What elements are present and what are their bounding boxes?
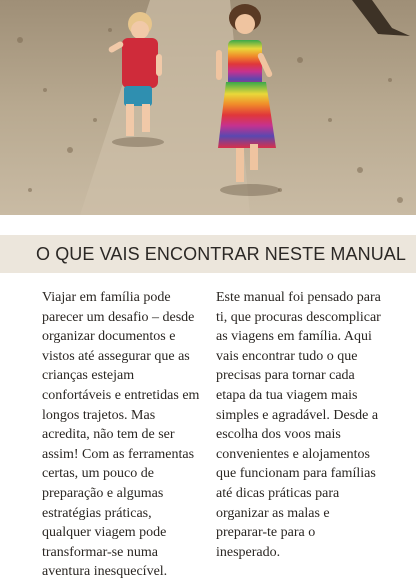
- intro-paragraph-right: Este manual foi pensado para ti, que procuras descomplicar as viagens em família. Aqui vais encontrar tudo o que precisas para tornar cada etapa da tua viagem mais simples e agradável. Desde a escolha dos voos mais convenientes e alojamentos que funcionam para famílias até dicas práticas para organizar as malas e preparar-te para o inesperado.: [216, 290, 381, 560]
- section-title: O QUE VAIS ENCONTRAR NESTE MANUAL: [36, 244, 407, 264]
- intro-paragraph-left: Viajar em família pode parecer um desafio – desde organizar documentos e vistos até assegurar que as crianças estejam confortáveis e entretidas em longos trajetos. Mas acredita, não tem de ser assim! Com as ferramentas certas, um pouco de preparação e algumas estratégias práticas, qualquer viagem pode transformar-se numa aventura inesquecível.: [42, 290, 200, 580]
- hero-photo-children-running: [0, 0, 416, 215]
